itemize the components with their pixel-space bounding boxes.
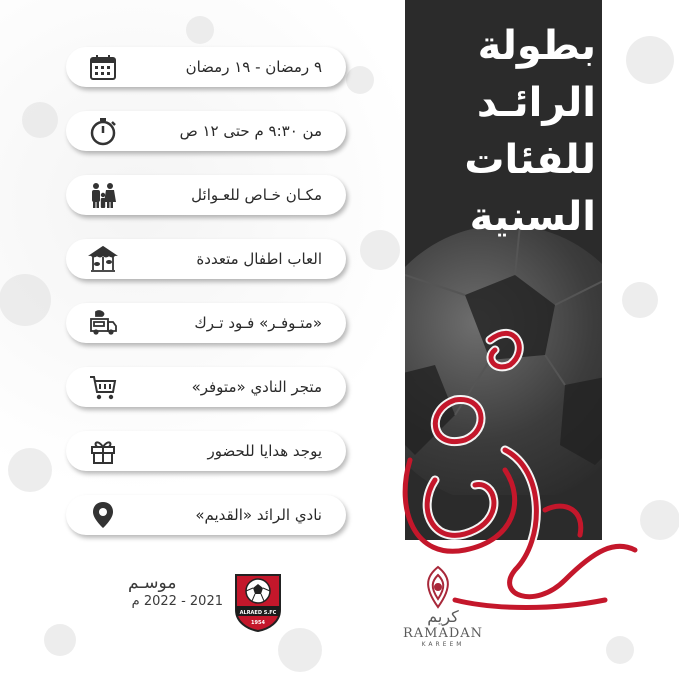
feature-label: «متـوفـر» فـود تـرك — [194, 314, 322, 332]
calendar-icon — [88, 52, 118, 82]
feature-label: ٩ رمضان - ١٩ رمضان — [185, 58, 322, 76]
food-truck-icon — [88, 308, 118, 338]
feature-pill — [66, 303, 346, 343]
shopping-cart-icon — [88, 372, 118, 402]
club-name: ALRAED S.FC — [239, 610, 277, 616]
ramadan-english: RAMADAN — [402, 626, 484, 641]
feature-label: من ٩:٣٠ م حتى ١٢ ص — [179, 122, 322, 140]
season-title: موسـم — [128, 573, 177, 593]
tournament-title — [464, 18, 596, 246]
family-icon — [88, 180, 118, 210]
feature-pill — [66, 111, 346, 151]
feature-label: مكـان خـاص للعـوائل — [191, 186, 322, 204]
title-line: بطولة — [477, 23, 596, 69]
title-line: الرائـد — [476, 80, 596, 126]
feature-pill — [66, 47, 346, 87]
feature-pill — [66, 431, 346, 471]
location-pin-icon — [88, 500, 118, 530]
club-founded: 1954 — [251, 620, 265, 626]
gift-icon — [88, 436, 118, 466]
ramadan-kareem-logo — [393, 608, 493, 656]
club-logo — [233, 572, 283, 632]
kareem-english: KAREEM — [421, 641, 465, 648]
season-years: 2021 - 2022 م — [131, 594, 223, 609]
ornament-icon — [420, 565, 456, 609]
season-label — [118, 573, 223, 611]
carousel-icon — [88, 244, 118, 274]
feature-pill — [66, 175, 346, 215]
feature-pill — [66, 495, 346, 535]
feature-pill — [66, 367, 346, 407]
feature-label: نادي الرائد «القديم» — [195, 506, 322, 524]
title-line: السنية — [469, 194, 596, 240]
feature-label: متجر النادي «متوفر» — [191, 378, 322, 396]
title-line: للفئات — [464, 137, 596, 183]
kareem-arabic: كريم — [427, 607, 459, 626]
feature-label: العاب اطفال متعددة — [196, 250, 322, 268]
feature-pill — [66, 239, 346, 279]
stopwatch-icon — [88, 116, 118, 146]
feature-label: يوجد هدايا للحضور — [207, 442, 322, 460]
